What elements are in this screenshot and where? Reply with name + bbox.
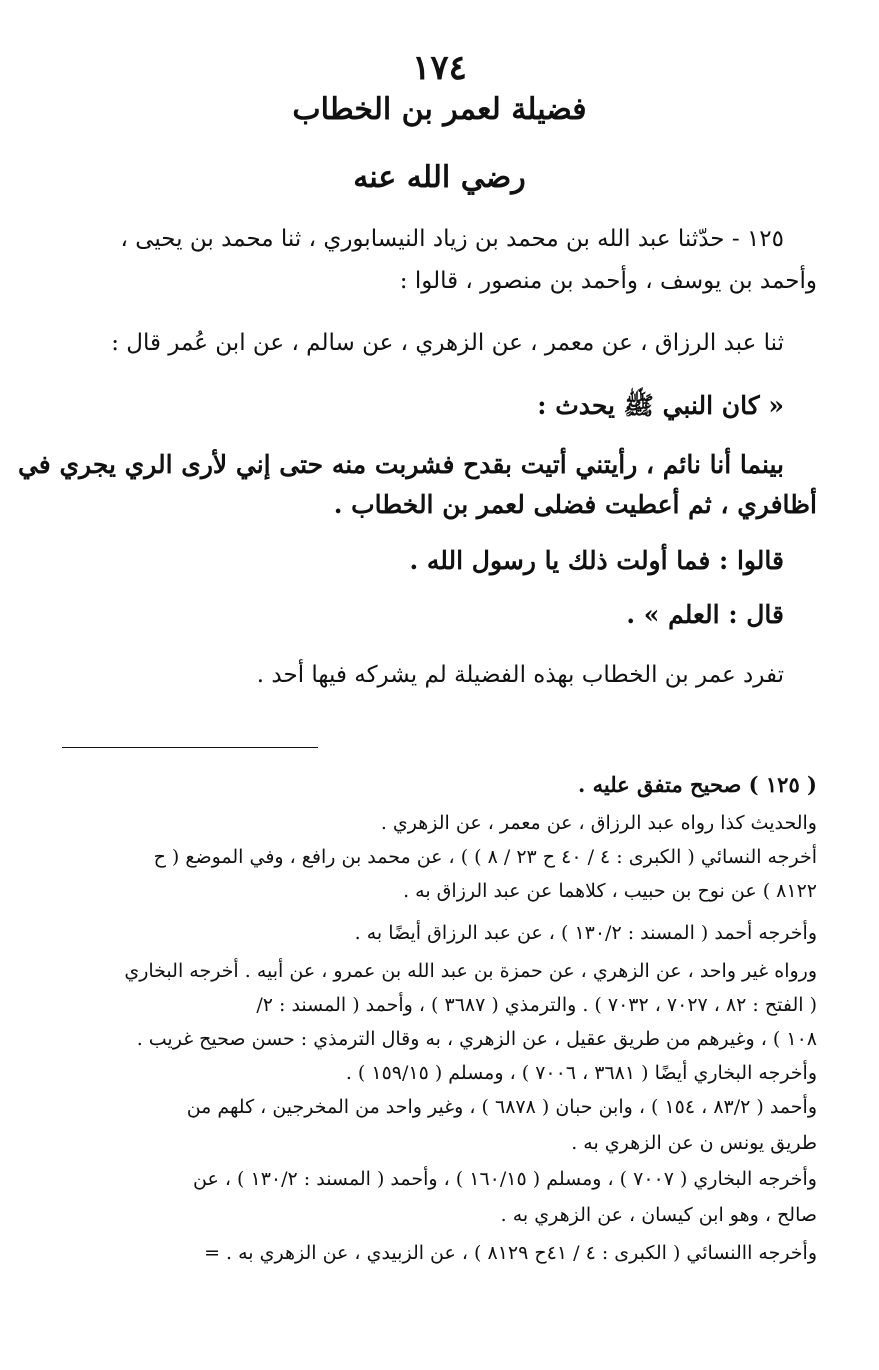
footnote-line: وأخرجه االنسائي ( الكبرى : ٤ / ٤١ح ٨١٢٩ ) ، عن الزبيدي ، عن الزهري به . = — [204, 1242, 817, 1264]
footnote-line: ١٠٨ ) ، وغيرهم من طريق عقيل ، عن الزهري ، به وقال الترمذي : حسن صحيح غريب . — [136, 1028, 817, 1050]
body-line: تفرد عمر بن الخطاب بهذه الفضيلة لم يشركه فيها أحد . — [256, 662, 784, 688]
footnote-line: ورواه غير واحد ، عن الزهري ، عن حمزة بن عبد الله بن عمرو ، عن أبيه . أخرجه البخاري — [124, 960, 817, 982]
hadith-line: قال : العلم » . — [626, 600, 784, 629]
body-line: ثنا عبد الرزاق ، عن معمر ، عن الزهري ، عن سالم ، عن ابن عُمر قال : — [111, 330, 784, 356]
footnote-line: أخرجه النسائي ( الكبرى : ٤ / ٤٠ ح ٢٣ / ٨ ) ) ، عن محمد بن رافع ، وفي الموضع ( ح — [153, 846, 817, 868]
footnote-heading: ( ١٢٥ ) صحيح متفق عليه . — [578, 772, 817, 797]
hadith-line: بينما أنا نائم ، رأيتني أتيت بقدح فشربت منه حتى إني لأرى الري يجري في — [17, 450, 784, 479]
chapter-title: فضيلة لعمر بن الخطاب — [292, 92, 587, 127]
footnote-line: والحديث كذا رواه عبد الرزاق ، عن معمر ، عن الزهري . — [380, 812, 817, 834]
page-number: ١٧٤ — [412, 48, 467, 88]
footnote-line: وأحمد ( ٨٣/٢ ، ١٥٤ ) ، وابن حبان ( ٦٨٧٨ ) ، وغير واحد من المخرجين ، كلهم من — [186, 1096, 817, 1118]
chapter-subtitle: رضي الله عنه — [353, 160, 526, 195]
hadith-line: أظافري ، ثم أعطيت فضلى لعمر بن الخطاب . — [333, 490, 817, 519]
footnote-line: صالح ، وهو ابن كيسان ، عن الزهري به . — [500, 1204, 817, 1226]
hadith-line: « كان النبي ﷺ يحدث : — [537, 391, 784, 420]
footnote-line: وأخرجه البخاري أيضًا ( ٣٦٨١ ، ٧٠٠٦ ) ، ومسلم ( ١٥٩/١٥ ) . — [345, 1062, 817, 1084]
footnote-line: ( الفتح : ٨٢ ، ٧٠٢٧ ، ٧٠٣٢ ) . والترمذي ( ٣٦٨٧ ) ، وأحمد ( المسند : ٢/ — [256, 994, 817, 1016]
body-line: ١٢٥ - حدّثنا عبد الله بن محمد بن زياد النيسابوري ، ثنا محمد بن يحيى ، — [120, 226, 784, 252]
hadith-line: قالوا : فما أولت ذلك يا رسول الله . — [409, 546, 784, 575]
footnote-separator — [62, 747, 318, 748]
body-line: وأحمد بن يوسف ، وأحمد بن منصور ، قالوا : — [399, 268, 817, 294]
footnote-line: وأخرجه أحمد ( المسند : ١٣٠/٢ ) ، عن عبد الرزاق أيضًا به . — [354, 922, 817, 944]
footnote-line: طريق يونس ن عن الزهري به . — [571, 1132, 817, 1154]
footnote-line: وأخرجه البخاري ( ٧٠٠٧ ) ، ومسلم ( ١٦٠/١٥ ) ، وأحمد ( المسند : ١٣٠/٢ ) ، عن — [193, 1168, 817, 1190]
footnote-line: ٨١٢٢ ) عن نوح بن حبيب ، كلاهما عن عبد الرزاق به . — [403, 880, 817, 902]
